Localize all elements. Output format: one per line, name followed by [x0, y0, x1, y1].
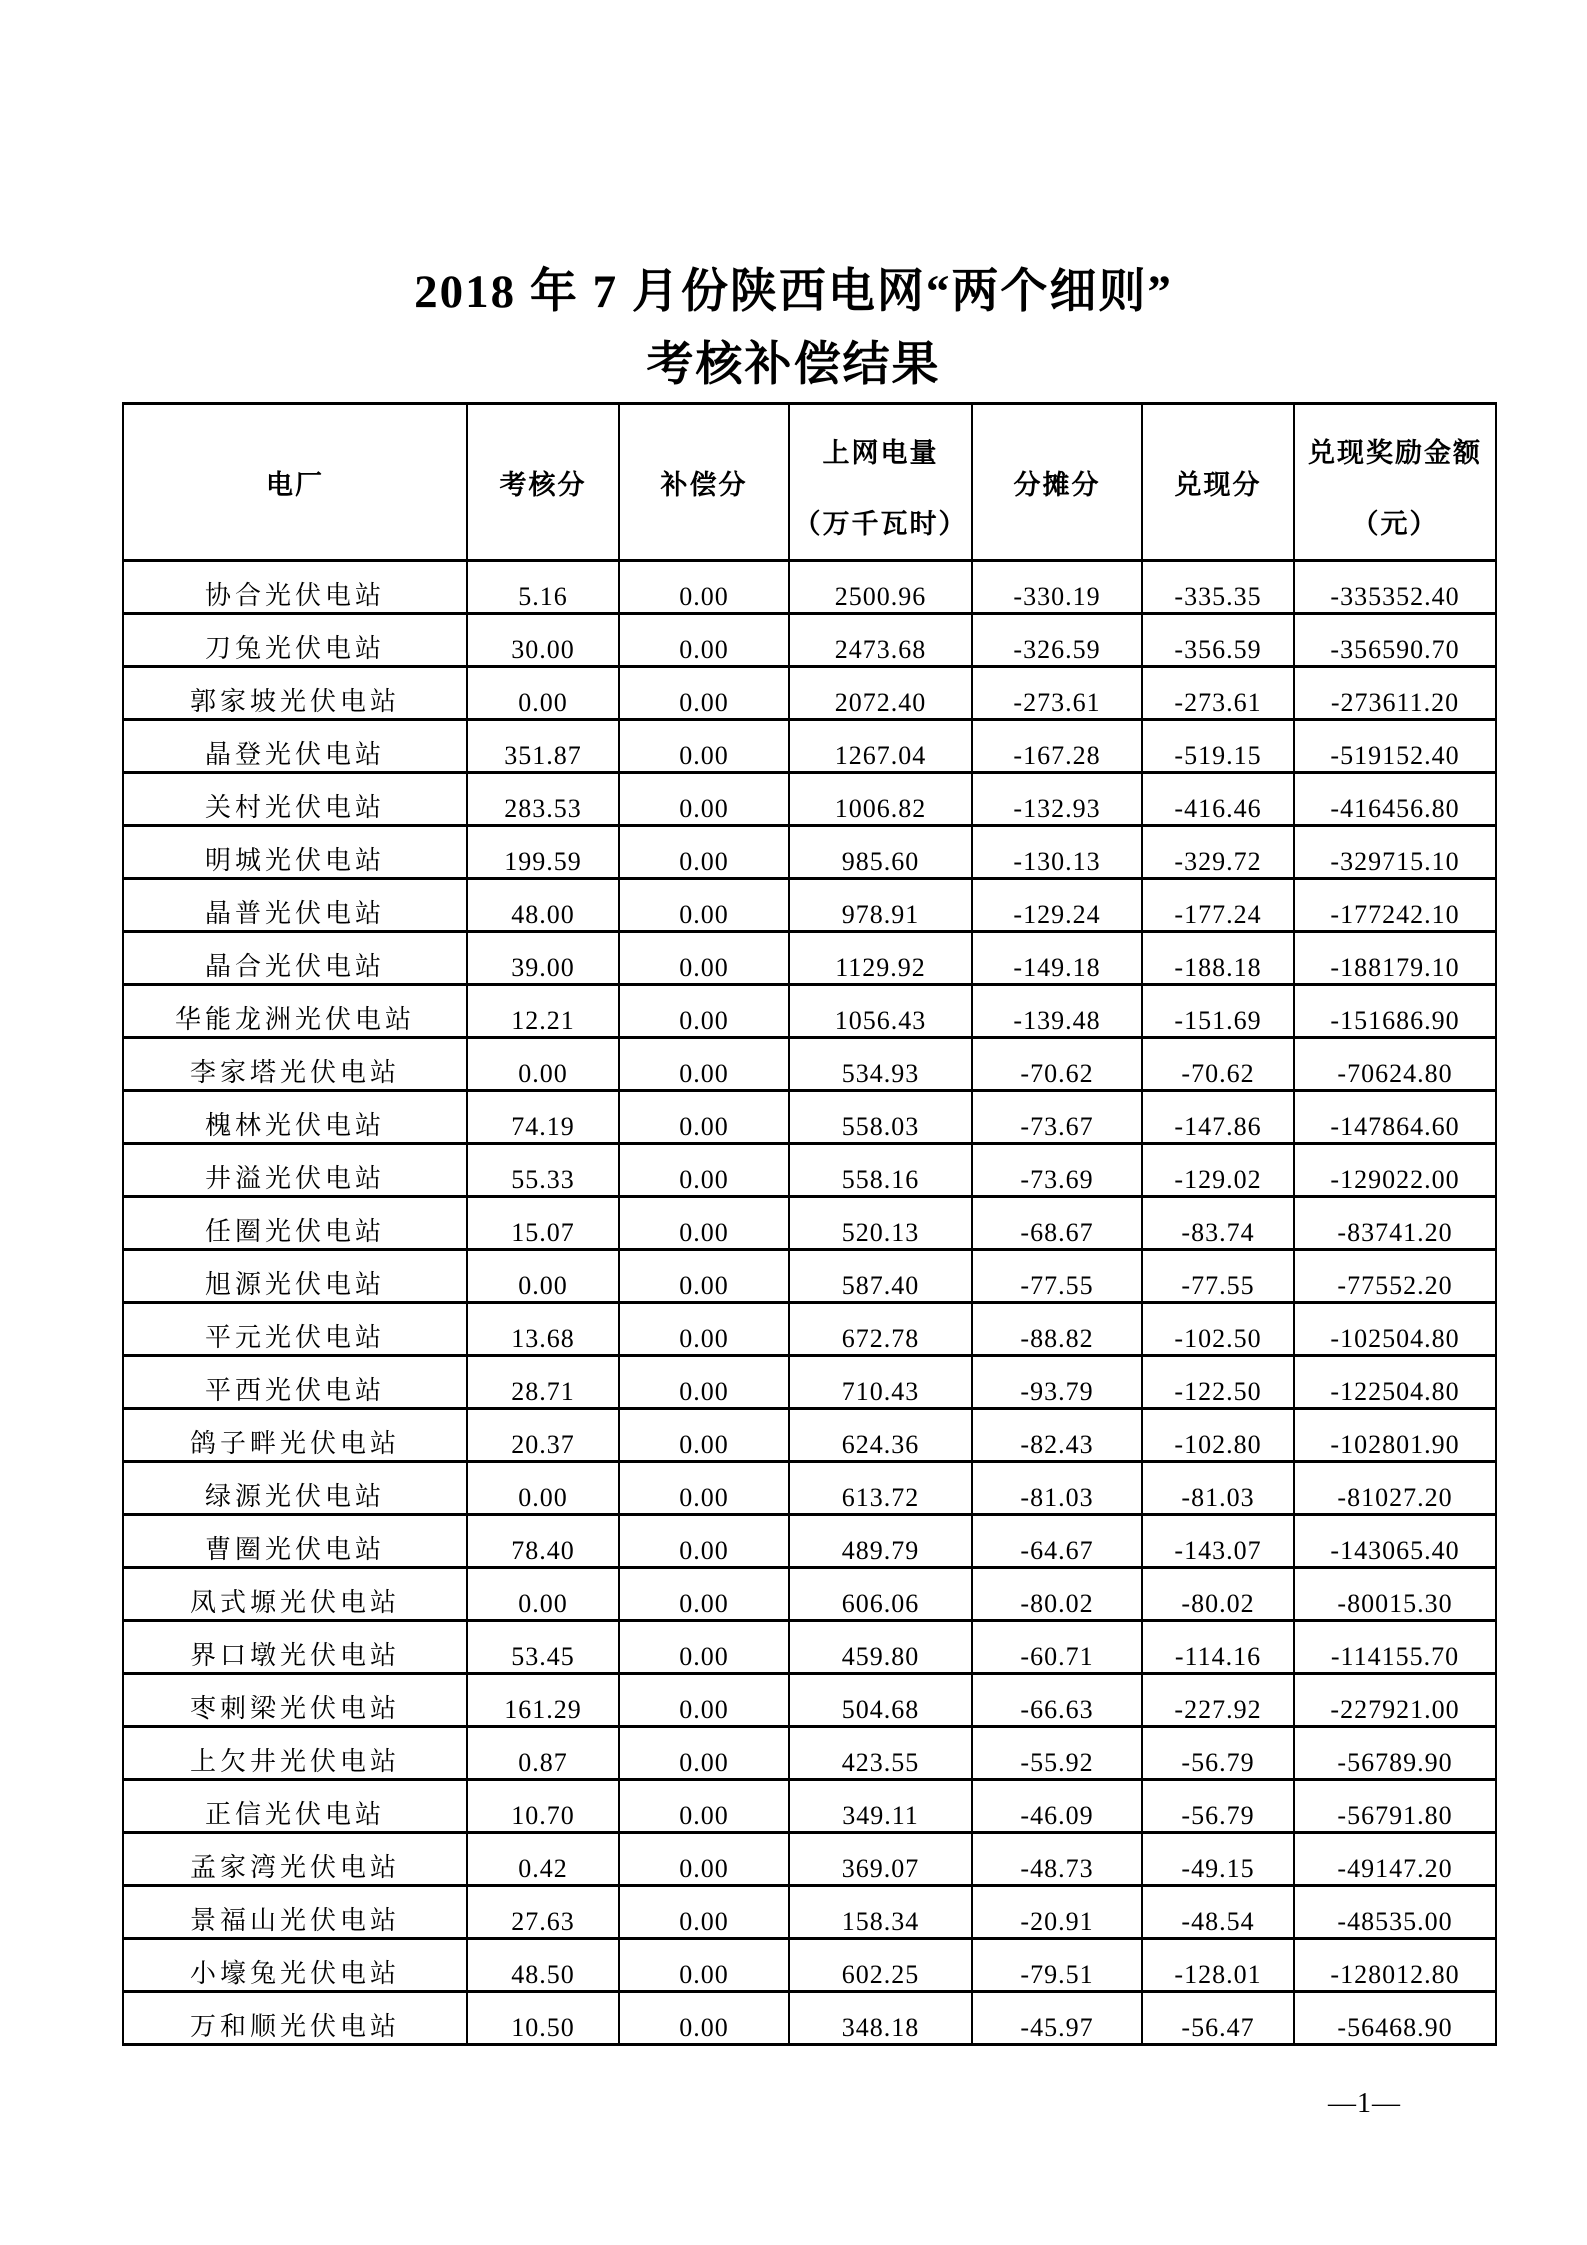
value-cell: -416456.80: [1294, 773, 1496, 826]
table-row: [123, 1250, 1496, 1303]
value-cell: -45.97: [972, 1992, 1142, 2045]
value-cell: -80015.30: [1294, 1568, 1496, 1621]
table-row: [123, 1038, 1496, 1091]
value-cell: -56.79: [1142, 1780, 1294, 1833]
plant-name-cell: 协合光伏电站: [123, 561, 467, 614]
value-cell: 0.00: [619, 1886, 789, 1939]
plant-name-cell: 鸽子畔光伏电站: [123, 1409, 467, 1462]
table-row: [123, 1144, 1496, 1197]
value-cell: -143065.40: [1294, 1515, 1496, 1568]
value-cell: 423.55: [789, 1727, 972, 1780]
column-header-line: （万千瓦时）: [793, 509, 968, 539]
value-cell: -46.09: [972, 1780, 1142, 1833]
value-cell: 0.00: [619, 1356, 789, 1409]
value-cell: 0.00: [619, 879, 789, 932]
plant-name-cell: 槐林光伏电站: [123, 1091, 467, 1144]
value-cell: 489.79: [789, 1515, 972, 1568]
value-cell: 504.68: [789, 1674, 972, 1727]
table-row: [123, 826, 1496, 879]
value-cell: 5.16: [467, 561, 619, 614]
value-cell: 0.00: [619, 932, 789, 985]
value-cell: -149.18: [972, 932, 1142, 985]
value-cell: 369.07: [789, 1833, 972, 1886]
value-cell: 0.00: [619, 1409, 789, 1462]
column-header-reward: [1294, 404, 1496, 561]
column-header-line: 兑现分: [1174, 469, 1262, 500]
value-cell: -60.71: [972, 1621, 1142, 1674]
value-cell: -129.24: [972, 879, 1142, 932]
value-cell: 0.00: [467, 1038, 619, 1091]
value-cell: -326.59: [972, 614, 1142, 667]
value-cell: -114.16: [1142, 1621, 1294, 1674]
plant-name-cell: 晶登光伏电站: [123, 720, 467, 773]
value-cell: 161.29: [467, 1674, 619, 1727]
value-cell: -55.92: [972, 1727, 1142, 1780]
value-cell: -177242.10: [1294, 879, 1496, 932]
table-row: [123, 1091, 1496, 1144]
value-cell: -147864.60: [1294, 1091, 1496, 1144]
value-cell: 30.00: [467, 614, 619, 667]
value-cell: 55.33: [467, 1144, 619, 1197]
value-cell: -83741.20: [1294, 1197, 1496, 1250]
value-cell: -81027.20: [1294, 1462, 1496, 1515]
plant-name-cell: 万和顺光伏电站: [123, 1992, 467, 2045]
value-cell: 48.50: [467, 1939, 619, 1992]
value-cell: -114155.70: [1294, 1621, 1496, 1674]
value-cell: 0.00: [619, 1038, 789, 1091]
value-cell: -66.63: [972, 1674, 1142, 1727]
value-cell: -79.51: [972, 1939, 1142, 1992]
table-row: [123, 1621, 1496, 1674]
table-row: [123, 1886, 1496, 1939]
value-cell: -329.72: [1142, 826, 1294, 879]
plant-name-cell: 李家塔光伏电站: [123, 1038, 467, 1091]
value-cell: 20.37: [467, 1409, 619, 1462]
value-cell: -49.15: [1142, 1833, 1294, 1886]
value-cell: 985.60: [789, 826, 972, 879]
table-header-row: [123, 404, 1496, 561]
plant-name-cell: 曹圈光伏电站: [123, 1515, 467, 1568]
plant-name-cell: 平西光伏电站: [123, 1356, 467, 1409]
value-cell: 0.00: [619, 1939, 789, 1992]
value-cell: 348.18: [789, 1992, 972, 2045]
value-cell: 27.63: [467, 1886, 619, 1939]
title-line-1: 2018 年 7 月份陕西电网“两个细则”: [414, 266, 1173, 318]
value-cell: 459.80: [789, 1621, 972, 1674]
value-cell: -151.69: [1142, 985, 1294, 1038]
plant-name-cell: 任圈光伏电站: [123, 1197, 467, 1250]
plant-name-cell: 凤式塬光伏电站: [123, 1568, 467, 1621]
value-cell: -329715.10: [1294, 826, 1496, 879]
plant-name-cell: 小壕兔光伏电站: [123, 1939, 467, 1992]
value-cell: 2072.40: [789, 667, 972, 720]
value-cell: -335.35: [1142, 561, 1294, 614]
table-row: [123, 1833, 1496, 1886]
value-cell: 978.91: [789, 879, 972, 932]
value-cell: 12.21: [467, 985, 619, 1038]
table-row: [123, 1462, 1496, 1515]
column-header-plant: [123, 404, 467, 561]
value-cell: -81.03: [972, 1462, 1142, 1515]
value-cell: 587.40: [789, 1250, 972, 1303]
table-row: [123, 773, 1496, 826]
value-cell: 0.87: [467, 1727, 619, 1780]
value-cell: 28.71: [467, 1356, 619, 1409]
plant-name-cell: 界口墩光伏电站: [123, 1621, 467, 1674]
value-cell: 1056.43: [789, 985, 972, 1038]
value-cell: -356.59: [1142, 614, 1294, 667]
column-header-line: 上网电量: [822, 438, 939, 468]
value-cell: 0.00: [619, 1091, 789, 1144]
plant-name-cell: 晶普光伏电站: [123, 879, 467, 932]
value-cell: -122.50: [1142, 1356, 1294, 1409]
value-cell: 0.00: [619, 1992, 789, 2045]
plant-name-cell: 上欠井光伏电站: [123, 1727, 467, 1780]
value-cell: -227921.00: [1294, 1674, 1496, 1727]
value-cell: -81.03: [1142, 1462, 1294, 1515]
plant-name-cell: 井溢光伏电站: [123, 1144, 467, 1197]
table-row: [123, 1780, 1496, 1833]
value-cell: -70624.80: [1294, 1038, 1496, 1091]
value-cell: 10.70: [467, 1780, 619, 1833]
value-cell: 0.00: [619, 667, 789, 720]
value-cell: 0.00: [619, 1144, 789, 1197]
table-row: [123, 561, 1496, 614]
plant-name-cell: 孟家湾光伏电站: [123, 1833, 467, 1886]
value-cell: 710.43: [789, 1356, 972, 1409]
table-row: [123, 1197, 1496, 1250]
value-cell: 0.00: [619, 1303, 789, 1356]
value-cell: -188179.10: [1294, 932, 1496, 985]
value-cell: -139.48: [972, 985, 1142, 1038]
value-cell: -129.02: [1142, 1144, 1294, 1197]
column-header-compensation: [619, 404, 789, 561]
value-cell: -48535.00: [1294, 1886, 1496, 1939]
value-cell: -56789.90: [1294, 1727, 1496, 1780]
value-cell: -56.79: [1142, 1727, 1294, 1780]
value-cell: 0.00: [619, 1674, 789, 1727]
value-cell: 0.00: [467, 1250, 619, 1303]
value-cell: -147.86: [1142, 1091, 1294, 1144]
column-header-line: 兑现奖励金额: [1308, 438, 1482, 468]
value-cell: 0.00: [619, 720, 789, 773]
plant-name-cell: 郭家坡光伏电站: [123, 667, 467, 720]
table-row: [123, 1303, 1496, 1356]
column-header-energy: [789, 404, 972, 561]
value-cell: 0.00: [619, 1780, 789, 1833]
value-cell: 0.00: [619, 826, 789, 879]
compensation-results-table: [122, 402, 1497, 2046]
value-cell: -273.61: [972, 667, 1142, 720]
value-cell: -48.73: [972, 1833, 1142, 1886]
value-cell: 158.34: [789, 1886, 972, 1939]
value-cell: -102504.80: [1294, 1303, 1496, 1356]
value-cell: -143.07: [1142, 1515, 1294, 1568]
value-cell: 0.00: [619, 985, 789, 1038]
value-cell: 53.45: [467, 1621, 619, 1674]
value-cell: -70.62: [972, 1038, 1142, 1091]
value-cell: 0.00: [619, 1462, 789, 1515]
plant-name-cell: 华能龙洲光伏电站: [123, 985, 467, 1038]
value-cell: -88.82: [972, 1303, 1142, 1356]
value-cell: 0.00: [619, 1833, 789, 1886]
value-cell: 0.00: [619, 1621, 789, 1674]
value-cell: 0.00: [619, 1197, 789, 1250]
value-cell: 0.00: [467, 1462, 619, 1515]
table-row: [123, 720, 1496, 773]
value-cell: -64.67: [972, 1515, 1142, 1568]
table-body: [123, 561, 1496, 2045]
value-cell: -519.15: [1142, 720, 1294, 773]
value-cell: -416.46: [1142, 773, 1294, 826]
value-cell: -128.01: [1142, 1939, 1294, 1992]
column-header-assessment: [467, 404, 619, 561]
value-cell: -330.19: [972, 561, 1142, 614]
plant-name-cell: 关村光伏电站: [123, 773, 467, 826]
plant-name-cell: 明城光伏电站: [123, 826, 467, 879]
table-row: [123, 985, 1496, 1038]
table-row: [123, 1515, 1496, 1568]
value-cell: 606.06: [789, 1568, 972, 1621]
value-cell: 0.42: [467, 1833, 619, 1886]
value-cell: -102.80: [1142, 1409, 1294, 1462]
table-row: [123, 614, 1496, 667]
value-cell: 15.07: [467, 1197, 619, 1250]
plant-name-cell: 枣刺梁光伏电站: [123, 1674, 467, 1727]
value-cell: -93.79: [972, 1356, 1142, 1409]
value-cell: 624.36: [789, 1409, 972, 1462]
value-cell: 351.87: [467, 720, 619, 773]
value-cell: 283.53: [467, 773, 619, 826]
value-cell: 1006.82: [789, 773, 972, 826]
value-cell: 0.00: [619, 1727, 789, 1780]
column-header-allocation: [972, 404, 1142, 561]
value-cell: -102.50: [1142, 1303, 1294, 1356]
value-cell: -227.92: [1142, 1674, 1294, 1727]
value-cell: 613.72: [789, 1462, 972, 1515]
value-cell: 1129.92: [789, 932, 972, 985]
value-cell: -102801.90: [1294, 1409, 1496, 1462]
value-cell: 0.00: [619, 561, 789, 614]
value-cell: 13.68: [467, 1303, 619, 1356]
value-cell: -56791.80: [1294, 1780, 1496, 1833]
value-cell: 10.50: [467, 1992, 619, 2045]
value-cell: 0.00: [619, 1568, 789, 1621]
table-row: [123, 1568, 1496, 1621]
plant-name-cell: 旭源光伏电站: [123, 1250, 467, 1303]
table-row: [123, 879, 1496, 932]
value-cell: 0.00: [467, 667, 619, 720]
document-title: [0, 256, 1587, 402]
value-cell: -177.24: [1142, 879, 1294, 932]
value-cell: -49147.20: [1294, 1833, 1496, 1886]
table-row: [123, 1409, 1496, 1462]
column-header-line: 考核分: [499, 469, 587, 500]
value-cell: -80.02: [1142, 1568, 1294, 1621]
value-cell: 558.16: [789, 1144, 972, 1197]
title-line-2: 考核补偿结果: [646, 339, 941, 391]
value-cell: -83.74: [1142, 1197, 1294, 1250]
table-row: [123, 1356, 1496, 1409]
value-cell: 0.00: [619, 1250, 789, 1303]
value-cell: 39.00: [467, 932, 619, 985]
value-cell: -129022.00: [1294, 1144, 1496, 1197]
table-row: [123, 932, 1496, 985]
value-cell: -77.55: [1142, 1250, 1294, 1303]
column-header-line: 分摊分: [1013, 469, 1101, 500]
table-row: [123, 1674, 1496, 1727]
value-cell: -132.93: [972, 773, 1142, 826]
value-cell: -151686.90: [1294, 985, 1496, 1038]
value-cell: 349.11: [789, 1780, 972, 1833]
table-row: [123, 667, 1496, 720]
column-header-line: （元）: [1351, 509, 1439, 539]
plant-name-cell: 正信光伏电站: [123, 1780, 467, 1833]
value-cell: -70.62: [1142, 1038, 1294, 1091]
value-cell: 1267.04: [789, 720, 972, 773]
value-cell: 0.00: [619, 1515, 789, 1568]
value-cell: 2500.96: [789, 561, 972, 614]
value-cell: -20.91: [972, 1886, 1142, 1939]
value-cell: 558.03: [789, 1091, 972, 1144]
value-cell: -130.13: [972, 826, 1142, 879]
page-number: —1—: [1328, 2088, 1401, 2119]
value-cell: 0.00: [619, 614, 789, 667]
value-cell: -68.67: [972, 1197, 1142, 1250]
value-cell: 672.78: [789, 1303, 972, 1356]
table-row: [123, 1939, 1496, 1992]
value-cell: -122504.80: [1294, 1356, 1496, 1409]
value-cell: -80.02: [972, 1568, 1142, 1621]
table-row: [123, 1992, 1496, 2045]
table-row: [123, 1727, 1496, 1780]
plant-name-cell: 晶合光伏电站: [123, 932, 467, 985]
value-cell: -356590.70: [1294, 614, 1496, 667]
value-cell: -56.47: [1142, 1992, 1294, 2045]
column-header-realization: [1142, 404, 1294, 561]
plant-name-cell: 景福山光伏电站: [123, 1886, 467, 1939]
value-cell: 78.40: [467, 1515, 619, 1568]
value-cell: 74.19: [467, 1091, 619, 1144]
value-cell: -519152.40: [1294, 720, 1496, 773]
value-cell: -128012.80: [1294, 1939, 1496, 1992]
value-cell: 0.00: [619, 773, 789, 826]
plant-name-cell: 绿源光伏电站: [123, 1462, 467, 1515]
value-cell: -77.55: [972, 1250, 1142, 1303]
value-cell: 534.93: [789, 1038, 972, 1091]
plant-name-cell: 平元光伏电站: [123, 1303, 467, 1356]
value-cell: 48.00: [467, 879, 619, 932]
value-cell: 602.25: [789, 1939, 972, 1992]
value-cell: 0.00: [467, 1568, 619, 1621]
value-cell: -77552.20: [1294, 1250, 1496, 1303]
value-cell: -167.28: [972, 720, 1142, 773]
value-cell: -188.18: [1142, 932, 1294, 985]
value-cell: -335352.40: [1294, 561, 1496, 614]
plant-name-cell: 刀兔光伏电站: [123, 614, 467, 667]
column-header-line: 电厂: [266, 469, 324, 500]
value-cell: 520.13: [789, 1197, 972, 1250]
value-cell: 199.59: [467, 826, 619, 879]
column-header-line: 补偿分: [660, 469, 748, 500]
value-cell: -273611.20: [1294, 667, 1496, 720]
value-cell: 2473.68: [789, 614, 972, 667]
value-cell: -73.69: [972, 1144, 1142, 1197]
value-cell: -48.54: [1142, 1886, 1294, 1939]
value-cell: -73.67: [972, 1091, 1142, 1144]
value-cell: -82.43: [972, 1409, 1142, 1462]
value-cell: -56468.90: [1294, 1992, 1496, 2045]
value-cell: -273.61: [1142, 667, 1294, 720]
